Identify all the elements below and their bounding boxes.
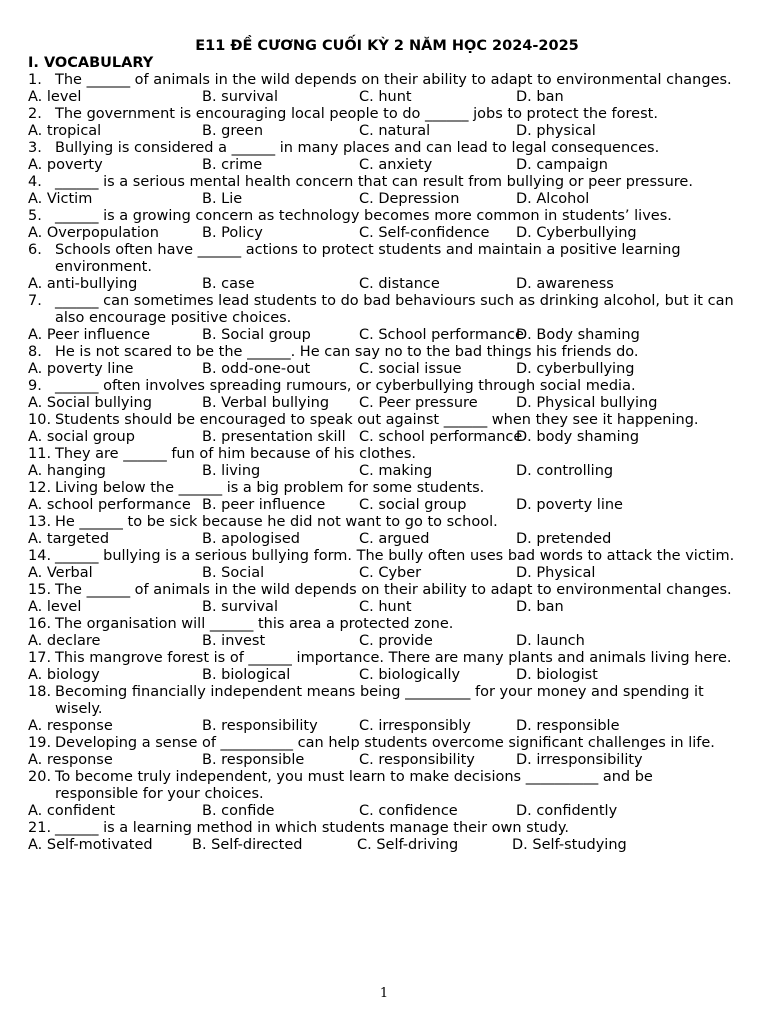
question-stem (28, 106, 740, 123)
answer-option: C. Peer pressure (359, 395, 478, 411)
answer-option: B. Verbal bullying (202, 395, 330, 411)
answer-option: C. social issue (359, 361, 462, 377)
question-item (28, 684, 740, 735)
answer-option: A. hanging (28, 463, 106, 479)
answer-option: B. biological (202, 667, 291, 683)
answer-option: D. poverty line (516, 497, 623, 513)
question-text: ______ is a serious mental health concern that can result from bullying or peer pressure. (55, 174, 693, 190)
question-text: Becoming financially independent means being _________ for your money and spending it wisely. (55, 684, 704, 717)
answer-option: B. Self-directed (192, 837, 303, 853)
answer-options (28, 361, 740, 378)
answer-option: B. presentation skill (202, 429, 346, 445)
question-number: 16. (28, 616, 52, 632)
question-stem (28, 735, 740, 752)
question-stem (28, 412, 740, 429)
answer-options (28, 599, 740, 616)
question-stem (28, 582, 740, 599)
answer-option: D. Alcohol (516, 191, 590, 207)
answer-option: A. Victim (28, 191, 93, 207)
answer-options (28, 565, 740, 582)
answer-option: A. poverty line (28, 361, 134, 377)
answer-option: A. level (28, 89, 82, 105)
question-stem (28, 378, 740, 395)
question-number: 18. (28, 684, 52, 700)
question-item (28, 344, 740, 378)
answer-option: A. tropical (28, 123, 102, 139)
page-number: 1 (379, 986, 389, 1001)
answer-option: A. response (28, 752, 113, 768)
question-number: 2. (28, 106, 42, 122)
question-stem (28, 616, 740, 633)
answer-option: D. awareness (516, 276, 614, 292)
answer-option: C. School performance (359, 327, 524, 343)
answer-option: C. distance (359, 276, 440, 292)
question-stem (28, 548, 740, 565)
question-stem (28, 344, 740, 361)
answer-option: C. irresponsibly (359, 718, 471, 734)
answer-option: B. confide (202, 803, 275, 819)
question-text: ______ bullying is a serious bullying form. The bully often uses bad words to attack the victim. (55, 548, 735, 564)
answer-option: B. survival (202, 89, 278, 105)
answer-options (28, 837, 740, 854)
answer-option: A. confident (28, 803, 116, 819)
question-number: 3. (28, 140, 42, 156)
answer-option: D. responsible (516, 718, 620, 734)
answer-options (28, 463, 740, 480)
answer-option: C. hunt (359, 89, 412, 105)
answer-option: B. responsibility (202, 718, 318, 734)
answer-options (28, 225, 740, 242)
question-number: 14. (28, 548, 52, 564)
question-text: The organisation will ______ this area a protected zone. (55, 616, 454, 632)
answer-option: A. social group (28, 429, 135, 445)
answer-option: B. Social group (202, 327, 311, 343)
question-number: 21. (28, 820, 52, 836)
question-text: ______ can sometimes lead students to do bad behaviours such as drinking alcohol, but it can also encourage positive choices. (55, 293, 734, 326)
answer-option: D. cyberbullying (516, 361, 635, 377)
answer-option: C. responsibility (359, 752, 475, 768)
question-stem (28, 174, 740, 191)
question-item (28, 650, 740, 684)
question-text: Living below the ______ is a big problem for some students. (55, 480, 485, 496)
question-stem (28, 684, 740, 718)
answer-option: D. body shaming (516, 429, 640, 445)
answer-option: D. controlling (516, 463, 614, 479)
question-stem (28, 650, 740, 667)
answer-option: B. Policy (202, 225, 263, 241)
question-number: 8. (28, 344, 42, 360)
question-stem (28, 514, 740, 531)
question-item (28, 378, 740, 412)
question-text: Schools often have ______ actions to protect students and maintain a positive learning environment. (55, 242, 681, 275)
answer-option: D. irresponsibility (516, 752, 643, 768)
question-text: Bullying is considered a ______ in many places and can lead to legal consequences. (55, 140, 660, 156)
question-number: 15. (28, 582, 52, 598)
question-number: 5. (28, 208, 42, 224)
answer-option: B. survival (202, 599, 278, 615)
answer-option: A. Verbal (28, 565, 93, 581)
answer-options (28, 395, 740, 412)
question-text: This mangrove forest is of ______ importance. There are many plants and animals living here. (55, 650, 732, 666)
question-number: 17. (28, 650, 52, 666)
answer-option: D. Body shaming (516, 327, 640, 343)
question-text: He is not scared to be the ______. He can say no to the bad things his friends do. (55, 344, 639, 360)
answer-option: C. anxiety (359, 157, 433, 173)
question-item (28, 582, 740, 616)
question-list (28, 72, 740, 854)
question-item (28, 208, 740, 242)
answer-option: B. responsible (202, 752, 305, 768)
answer-options (28, 123, 740, 140)
question-item (28, 242, 740, 293)
answer-options (28, 803, 740, 820)
answer-option: C. natural (359, 123, 431, 139)
answer-option: D. physical (516, 123, 596, 139)
answer-option: D. Physical bullying (516, 395, 658, 411)
answer-options (28, 157, 740, 174)
question-item (28, 106, 740, 140)
answer-option: D. campaign (516, 157, 608, 173)
question-item (28, 514, 740, 548)
answer-option: C. Self-driving (357, 837, 459, 853)
answer-option: D. confidently (516, 803, 618, 819)
question-number: 6. (28, 242, 42, 258)
question-item (28, 293, 740, 344)
answer-option: C. Cyber (359, 565, 422, 581)
question-number: 1. (28, 72, 42, 88)
answer-option: B. crime (202, 157, 263, 173)
question-item (28, 769, 740, 820)
question-stem (28, 208, 740, 225)
answer-option: B. peer influence (202, 497, 326, 513)
answer-option: C. making (359, 463, 433, 479)
answer-option: D. launch (516, 633, 585, 649)
answer-option: B. Lie (202, 191, 243, 207)
answer-options (28, 191, 740, 208)
answer-options (28, 752, 740, 769)
question-item (28, 616, 740, 650)
question-item (28, 820, 740, 854)
answer-options (28, 429, 740, 446)
answer-option: A. anti-bullying (28, 276, 138, 292)
answer-option: A. poverty (28, 157, 103, 173)
document-title: E11 ĐỀ CƯƠNG CUỐI KỲ 2 NĂM HỌC 2024-2025 (195, 38, 579, 54)
question-stem (28, 480, 740, 497)
question-item (28, 72, 740, 106)
answer-option: D. Physical (516, 565, 596, 581)
question-number: 11. (28, 446, 52, 462)
question-item (28, 446, 740, 480)
answer-option: D. ban (516, 599, 564, 615)
document-page (28, 38, 740, 854)
section-heading: I. VOCABULARY (28, 55, 154, 71)
answer-options (28, 633, 740, 650)
answer-option: C. argued (359, 531, 430, 547)
question-stem (28, 293, 740, 327)
answer-option: A. Peer influence (28, 327, 151, 343)
question-item (28, 480, 740, 514)
question-item (28, 548, 740, 582)
question-text: The government is encouraging local people to do ______ jobs to protect the forest. (55, 106, 658, 122)
question-item (28, 735, 740, 769)
question-stem (28, 242, 740, 276)
question-stem (28, 446, 740, 463)
question-stem (28, 769, 740, 803)
question-number: 19. (28, 735, 52, 751)
answer-option: D. pretended (516, 531, 612, 547)
question-number: 13. (28, 514, 52, 530)
question-number: 9. (28, 378, 42, 394)
question-text: They are ______ fun of him because of his clothes. (55, 446, 417, 462)
answer-option: C. school performance (359, 429, 523, 445)
question-text: He ______ to be sick because he did not want to go to school. (55, 514, 498, 530)
answer-option: A. biology (28, 667, 100, 683)
answer-option: A. declare (28, 633, 101, 649)
answer-option: A. level (28, 599, 82, 615)
question-text: To become truly independent, you must learn to make decisions __________ and be responsible for your choices. (55, 769, 653, 802)
question-text: The ______ of animals in the wild depends on their ability to adapt to environmental changes. (55, 582, 732, 598)
question-item (28, 412, 740, 446)
answer-option: C. provide (359, 633, 433, 649)
answer-option: C. Self-confidence (359, 225, 490, 241)
answer-option: D. ban (516, 89, 564, 105)
answer-option: B. green (202, 123, 264, 139)
answer-option: B. living (202, 463, 261, 479)
answer-option: D. Self-studying (512, 837, 627, 853)
answer-options (28, 718, 740, 735)
answer-option: C. biologically (359, 667, 461, 683)
answer-option: C. social group (359, 497, 467, 513)
answer-option: C. Depression (359, 191, 460, 207)
answer-option: D. Cyberbullying (516, 225, 637, 241)
question-number: 20. (28, 769, 52, 785)
answer-options (28, 667, 740, 684)
answer-option: C. hunt (359, 599, 412, 615)
question-text: ______ is a learning method in which students manage their own study. (55, 820, 569, 836)
answer-option: B. apologised (202, 531, 300, 547)
answer-option: A. Overpopulation (28, 225, 159, 241)
answer-options (28, 276, 740, 293)
question-stem (28, 820, 740, 837)
question-number: 10. (28, 412, 52, 428)
question-stem (28, 72, 740, 89)
answer-option: D. biologist (516, 667, 598, 683)
question-item (28, 140, 740, 174)
question-text: Students should be encouraged to speak out against ______ when they see it happening. (55, 412, 699, 428)
question-number: 7. (28, 293, 42, 309)
question-number: 12. (28, 480, 52, 496)
question-text: ______ often involves spreading rumours, or cyberbullying through social media. (55, 378, 636, 394)
answer-options (28, 327, 740, 344)
answer-option: A. response (28, 718, 113, 734)
answer-options (28, 89, 740, 106)
question-stem (28, 140, 740, 157)
question-item (28, 174, 740, 208)
answer-option: A. Social bullying (28, 395, 152, 411)
question-text: ______ is a growing concern as technology becomes more common in students’ lives. (55, 208, 672, 224)
answer-option: B. Social (202, 565, 265, 581)
answer-option: C. confidence (359, 803, 458, 819)
question-text: The ______ of animals in the wild depends on their ability to adapt to environmental changes. (55, 72, 732, 88)
answer-option: A. school performance (28, 497, 191, 513)
answer-options (28, 531, 740, 548)
answer-option: B. case (202, 276, 255, 292)
answer-option: B. invest (202, 633, 266, 649)
question-number: 4. (28, 174, 42, 190)
question-text: Developing a sense of __________ can help students overcome significant challenges in life. (55, 735, 715, 751)
answer-option: B. odd-one-out (202, 361, 311, 377)
answer-option: A. Self-motivated (28, 837, 153, 853)
answer-options (28, 497, 740, 514)
answer-option: A. targeted (28, 531, 110, 547)
